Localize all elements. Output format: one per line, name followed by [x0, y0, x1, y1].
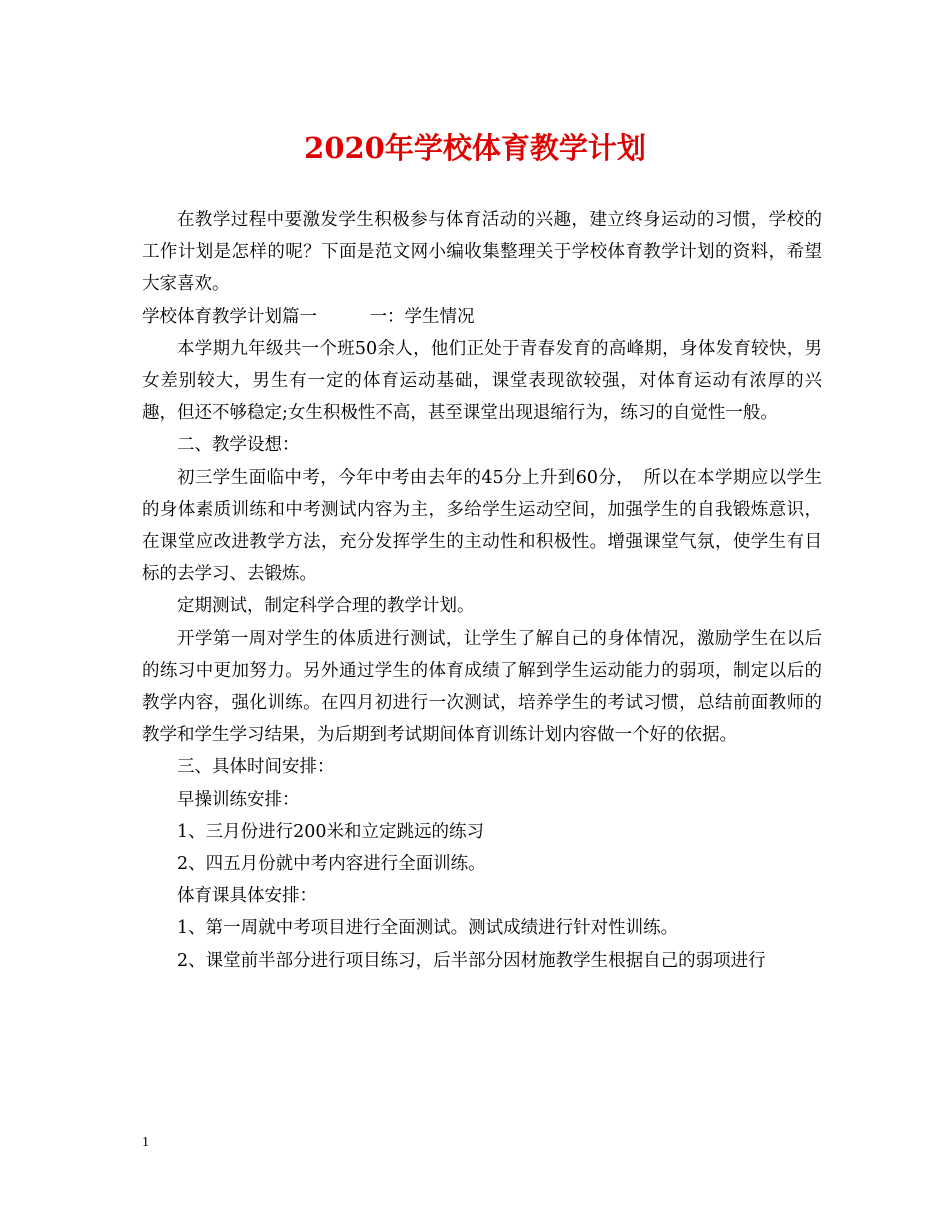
morning-exercise-item-1: 1、三月份进行200米和立定跳远的练习: [177, 821, 485, 842]
document-body: [142, 204, 822, 977]
page-title: 2020年学校体育教学计划: [304, 131, 646, 165]
page-number: 1: [142, 1135, 149, 1150]
teaching-ideas-heading: 二、教学设想：: [177, 435, 300, 456]
intro-paragraph: 在教学过程中要激发学生积极参与体育活动的兴趣，建立终身运动的习惯，学校的工作计划是怎样的呢？下面是范文网小编收集整理关于学校体育教学计划的资料，希望大家喜欢。: [142, 210, 822, 295]
teaching-ideas-paragraph: 初三学生面临中考，今年中考由去年的45分上升到60分， 所以在本学期应以学生的身体素质训练和中考测试内容为主，多给学生运动空间，加强学生的自我锻炼意识，在课堂应改进教学方法，充分发挥学生的主动性和积极性。增强课堂气氛，使学生有目标的去学习、去锻炼。: [142, 467, 822, 585]
morning-exercise-item-2: 2、四五月份就中考内容进行全面训练。: [177, 854, 486, 875]
periodic-test-paragraph: 定期测试，制定科学合理的教学计划。: [177, 596, 475, 617]
pe-class-item-2: 2、课堂前半部分进行项目练习，后半部分因材施教学生根据自己的弱项进行: [177, 950, 766, 971]
pe-class-item-1: 1、第一周就中考项目进行全面测试。测试成绩进行针对性训练。: [177, 918, 679, 939]
morning-exercise-heading: 早操训练安排：: [177, 789, 300, 810]
pe-class-heading: 体育课具体安排：: [177, 886, 317, 907]
section-heading-line: 学校体育教学计划篇一 一：学生情况: [142, 306, 475, 327]
schedule-heading: 三、具体时间安排：: [177, 757, 335, 778]
first-week-test-paragraph: 开学第一周对学生的体质进行测试，让学生了解自己的身体情况，激励学生在以后的练习中更加努力。另外通过学生的体育成绩了解到学生运动能力的弱项，制定以后的教学内容，强化训练。在四月初进行一次测试，培养学生的考试习惯，总结前面教师的教学和学生学习结果，为后期到考试期间体育训练计划内容做一个好的依据。: [142, 628, 822, 746]
student-situation-paragraph: 本学期九年级共一个班50余人，他们正处于青春发育的高峰期，身体发育较快，男女差别较大，男生有一定的体育运动基础，课堂表现欲较强，对体育运动有浓厚的兴趣，但还不够稳定;女生积极性不高，甚至课堂出现退缩行为，练习的自觉性一般。: [142, 338, 822, 424]
